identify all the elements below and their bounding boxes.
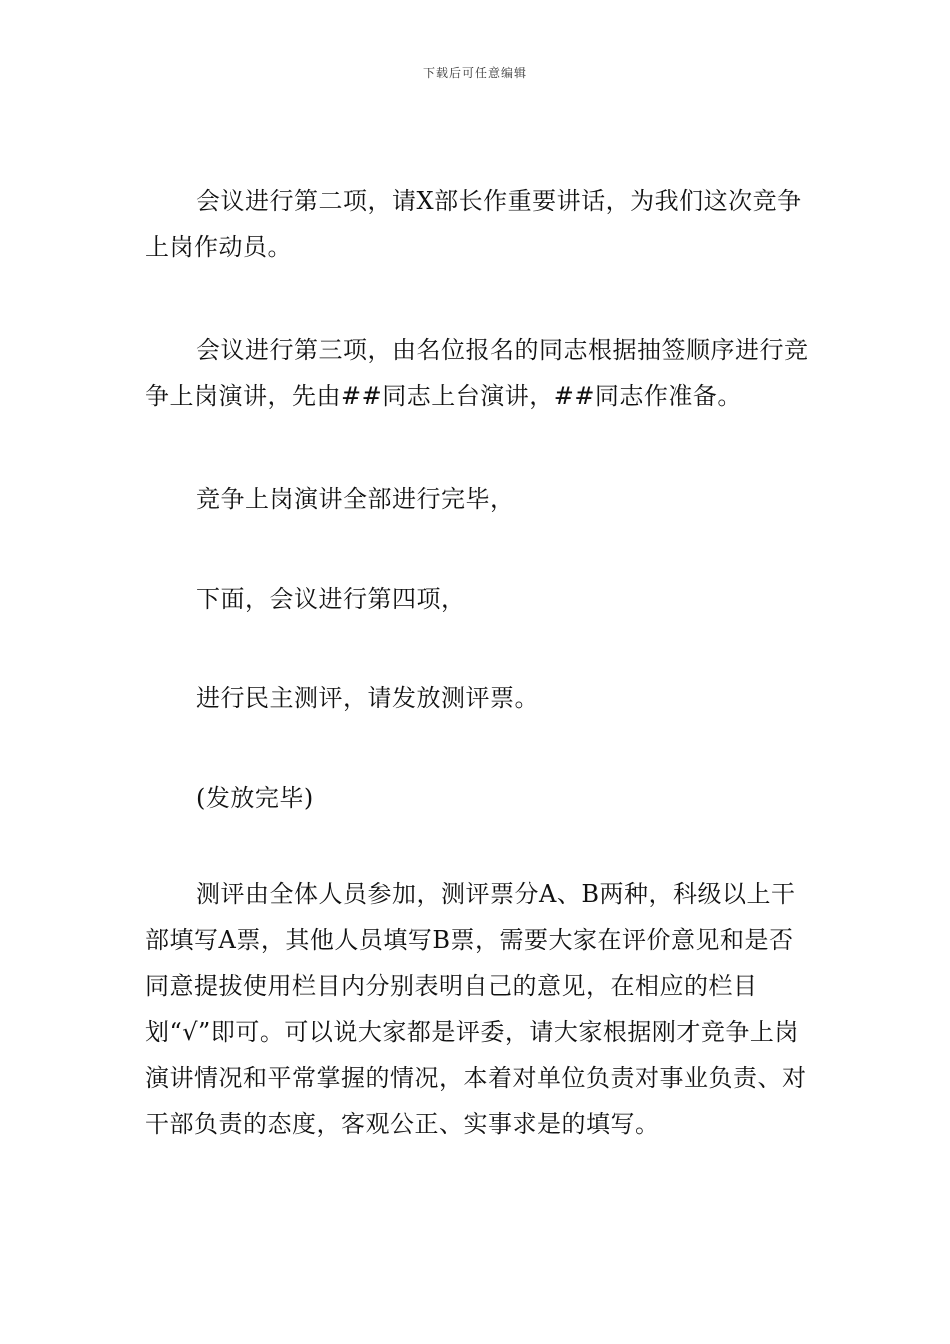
header-note: 下载后可任意编辑 [422, 66, 527, 80]
paragraph-completion: 竞争上岗演讲全部进行完毕， [196, 485, 515, 513]
paragraph-evaluation-instructions: 测评由全体人员参加，测评票分A、B两种，科级以上干部填写A票，其他人员填写B票，需要大家在评价意见和是否同意提拔使用栏目内分别表明自己的意见，在相应的栏目划“√”即可。可以说大家都是评委，请大家根据刚才竞争上岗演讲情况和平常掌握的情况，本着对单位负责对事业负责、对干部负责的态度，客观公正、实事求是的填写。 [145, 880, 807, 1138]
paragraph-distribution-done: (发放完毕) [196, 784, 314, 812]
paragraph-item-2: 会议进行第二项，请X部长作重要讲话，为我们这次竞争上岗作动员。 [145, 187, 802, 261]
paragraph-voting: 进行民主测评，请发放测评票。 [196, 684, 539, 712]
paragraph-item-4: 下面，会议进行第四项， [196, 585, 466, 613]
paragraph-item-3: 会议进行第三项，由名位报名的同志根据抽签顺序进行竞争上岗演讲，先由##同志上台演讲，##同志作准备。 [145, 336, 809, 410]
